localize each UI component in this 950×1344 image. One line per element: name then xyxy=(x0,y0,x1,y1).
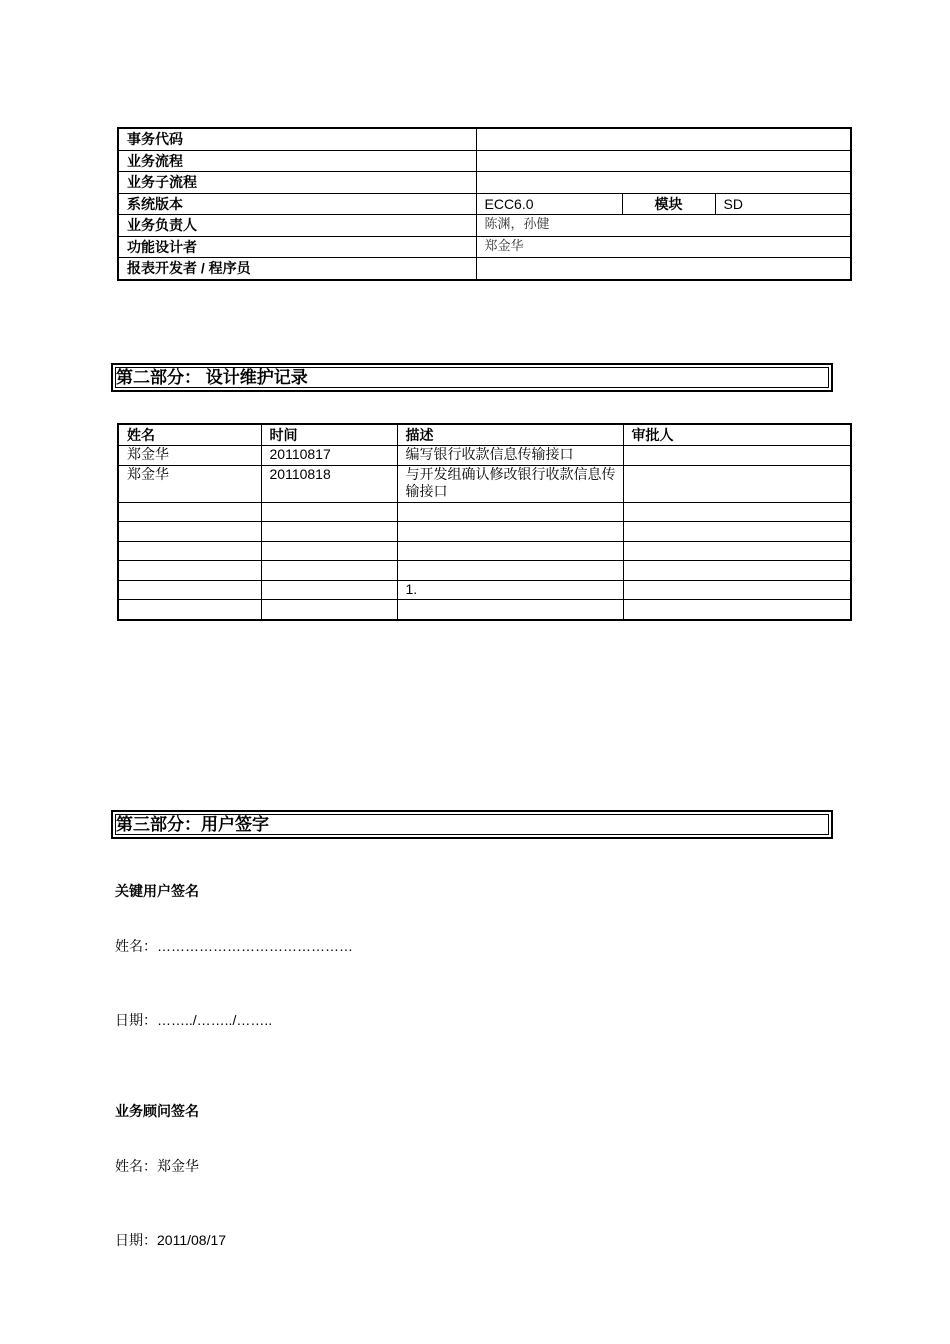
info-label: 报表开发者 / 程序员 xyxy=(118,258,476,280)
cell-approver xyxy=(623,465,851,502)
system-version-value: ECC6.0 xyxy=(476,193,622,215)
consultant-name-line: 姓名：郑金华 xyxy=(115,1158,199,1174)
cell-approver xyxy=(623,600,851,620)
cell-approver xyxy=(623,580,851,600)
table-row xyxy=(118,600,851,620)
cell-time xyxy=(261,580,397,600)
column-header-approver: 审批人 xyxy=(623,424,851,446)
table-row xyxy=(118,580,851,600)
info-value xyxy=(476,150,851,172)
info-table xyxy=(117,127,852,281)
table-row xyxy=(118,561,851,581)
cell-description xyxy=(397,561,623,581)
cell-name: 郑金华 xyxy=(118,446,261,466)
table-row xyxy=(118,522,851,542)
cell-description: 1. xyxy=(397,580,623,600)
info-label: 系统版本 xyxy=(118,193,476,215)
key-user-name-line: 姓名：…………………………………… xyxy=(115,938,353,954)
cell-name xyxy=(118,580,261,600)
cell-approver xyxy=(623,561,851,581)
section2-header: 第二部分： 设计维护记录 xyxy=(111,363,833,392)
info-row xyxy=(118,128,851,150)
cell-approver xyxy=(623,522,851,542)
cell-name xyxy=(118,522,261,542)
table-header-row xyxy=(118,424,851,446)
info-row xyxy=(118,215,851,237)
section3-header: 第三部分：用户签字 xyxy=(111,810,833,839)
consultant-date-line: 日期：2011/08/17 xyxy=(115,1232,227,1248)
cell-time: 20110817 xyxy=(261,446,397,466)
cell-time xyxy=(261,502,397,522)
info-row xyxy=(118,258,851,280)
cell-name xyxy=(118,561,261,581)
info-label: 功能设计者 xyxy=(118,236,476,258)
info-row xyxy=(118,172,851,194)
cell-time: 20110818 xyxy=(261,465,397,502)
table-row xyxy=(118,446,851,466)
info-row xyxy=(118,150,851,172)
table-row xyxy=(118,541,851,561)
info-value xyxy=(476,258,851,280)
column-header-name: 姓名 xyxy=(118,424,261,446)
info-label: 业务子流程 xyxy=(118,172,476,194)
cell-time xyxy=(261,600,397,620)
cell-description xyxy=(397,541,623,561)
info-label: 业务流程 xyxy=(118,150,476,172)
cell-description: 编写银行收款信息传输接口 xyxy=(397,446,623,466)
column-header-description: 描述 xyxy=(397,424,623,446)
info-row xyxy=(118,193,851,215)
cell-name xyxy=(118,600,261,620)
cell-time xyxy=(261,541,397,561)
cell-description xyxy=(397,502,623,522)
info-value xyxy=(476,128,851,150)
cell-approver xyxy=(623,541,851,561)
module-label: 模块 xyxy=(622,193,715,215)
info-value xyxy=(476,172,851,194)
info-value: 陈渊，孙健 xyxy=(476,215,851,237)
maintenance-table xyxy=(117,423,852,621)
column-header-time: 时间 xyxy=(261,424,397,446)
cell-description xyxy=(397,600,623,620)
cell-time xyxy=(261,561,397,581)
info-label: 业务负责人 xyxy=(118,215,476,237)
cell-approver xyxy=(623,446,851,466)
cell-name xyxy=(118,502,261,522)
table-row xyxy=(118,465,851,502)
key-user-date-line: 日期：……../……../…….. xyxy=(115,1012,273,1028)
consultant-signature-heading: 业务顾问签名 xyxy=(115,1103,199,1119)
cell-name: 郑金华 xyxy=(118,465,261,502)
table-row xyxy=(118,502,851,522)
cell-description xyxy=(397,522,623,542)
cell-time xyxy=(261,522,397,542)
info-label: 事务代码 xyxy=(118,128,476,150)
cell-approver xyxy=(623,502,851,522)
module-value: SD xyxy=(715,193,851,215)
key-user-signature-heading: 关键用户签名 xyxy=(115,883,199,899)
info-value: 郑金华 xyxy=(476,236,851,258)
cell-name xyxy=(118,541,261,561)
info-row xyxy=(118,236,851,258)
cell-description: 与开发组确认修改银行收款信息传输接口 xyxy=(397,465,623,502)
